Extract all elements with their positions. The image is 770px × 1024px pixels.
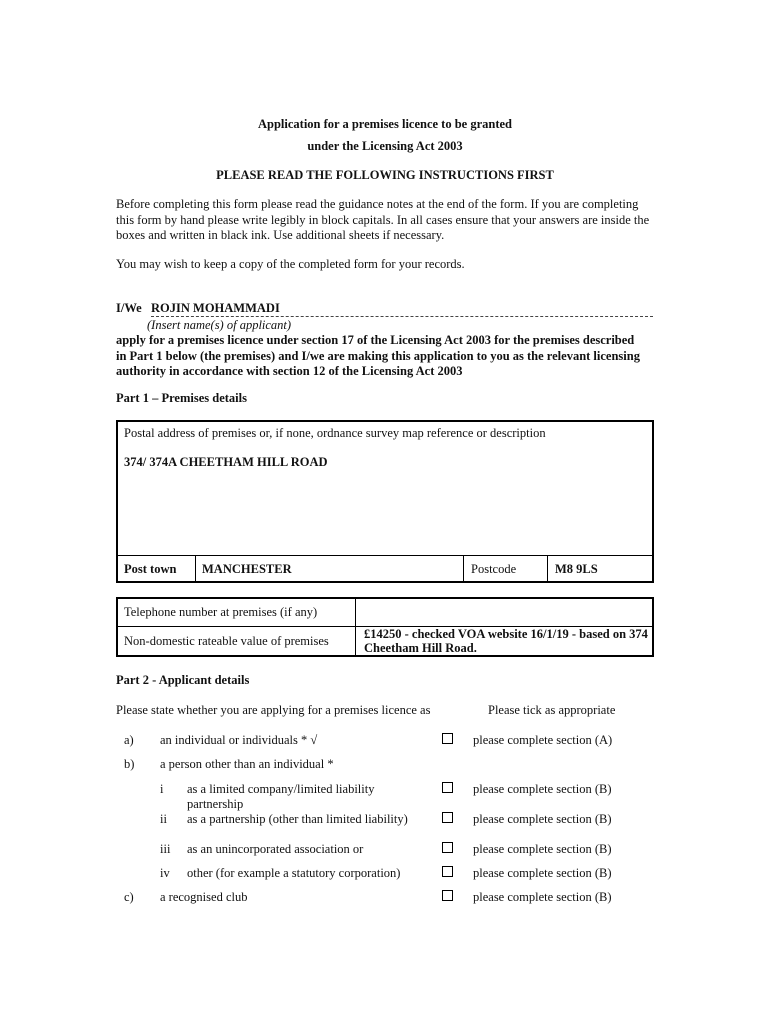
divider (463, 555, 464, 582)
post-town-label: Post town (124, 562, 177, 576)
tick-instruction: Please tick as appropriate (488, 703, 616, 717)
sub-iii-action: please complete section (B) (473, 842, 612, 856)
application-statement: apply for a premises licence under section 17 of the Licensing Act 2003 for the premises described in Part 1 below (the premises) and I/we are making this application to you as the relevant licensing authority in accordance with section 12 of the Licensing Act 2003 (116, 333, 640, 378)
sub-i-checkbox[interactable] (442, 782, 453, 793)
option-c-marker: c) (124, 890, 134, 904)
sub-iii-marker: iii (160, 842, 171, 856)
rateable-value-label: Non-domestic rateable value of premises (124, 634, 329, 648)
sub-i-label: as a limited company/limited liability partnership (187, 782, 375, 811)
post-town-value[interactable]: MANCHESTER (202, 562, 292, 576)
records-note: You may wish to keep a copy of the completed form for your records. (116, 257, 465, 271)
premises-address-box (116, 420, 654, 583)
telephone-label: Telephone number at premises (if any) (124, 605, 318, 619)
option-c-action: please complete section (B) (473, 890, 612, 904)
option-a-action: please complete section (A) (473, 733, 613, 747)
sub-i-action: please complete section (B) (473, 782, 612, 796)
applicant-name-hint: (Insert name(s) of applicant) (147, 318, 292, 332)
applicant-name: ROJIN MOHAMMADI (151, 301, 280, 315)
address-label: Postal address of premises or, if none, ordnance survey map reference or description (124, 426, 546, 440)
telephone-field[interactable] (362, 605, 647, 620)
applicant-type-question: Please state whether you are applying for a premises licence as (116, 703, 431, 717)
option-b-label: a person other than an individual * (160, 757, 334, 771)
sub-iv-action: please complete section (B) (473, 866, 612, 880)
instructions-heading: PLEASE READ THE FOLLOWING INSTRUCTIONS FIRST (216, 168, 554, 182)
option-c-checkbox[interactable] (442, 890, 453, 901)
sub-iv-label: other (for example a statutory corporation) (187, 866, 401, 880)
option-a-checkbox[interactable] (442, 733, 453, 744)
part2-heading: Part 2 - Applicant details (116, 673, 250, 687)
part1-heading: Part 1 – Premises details (116, 391, 247, 405)
postcode-value[interactable]: M8 9LS (555, 562, 598, 576)
intro-paragraph: Before completing this form please read the guidance notes at the end of the form. If you are completing this form by hand please write legibly in block capitals. In all cases ensure that your answers are inside the boxes and written in black ink. Use additional sheets if necessary. (116, 197, 650, 242)
sub-iii-checkbox[interactable] (442, 842, 453, 853)
sub-iv-checkbox[interactable] (442, 866, 453, 877)
sub-iii-label: as an unincorporated association or (187, 842, 364, 856)
sub-ii-checkbox[interactable] (442, 812, 453, 823)
divider (355, 598, 356, 656)
sub-i-marker: i (160, 782, 164, 796)
postcode-label: Postcode (471, 562, 517, 576)
sub-ii-action: please complete section (B) (473, 812, 612, 826)
divider (195, 555, 196, 582)
rateable-value[interactable]: £14250 - checked VOA website 16/1/19 - based on 374 Cheetham Hill Road. (364, 627, 648, 655)
form-title-line1: Application for a premises licence to be granted (257, 117, 513, 131)
applicant-name-field[interactable] (151, 301, 653, 317)
form-title-line2: under the Licensing Act 2003 (307, 139, 463, 153)
option-b-marker: b) (124, 757, 135, 771)
address-divider (117, 555, 653, 556)
option-a-label: an individual or individuals * √ (160, 733, 318, 747)
option-a-marker: a) (124, 733, 134, 747)
sub-ii-marker: ii (160, 812, 167, 826)
applicant-prefix: I/We (116, 301, 142, 315)
sub-ii-label: as a partnership (other than limited liability) (187, 812, 408, 826)
option-c-label: a recognised club (160, 890, 248, 904)
divider (547, 555, 548, 582)
sub-iv-marker: iv (160, 866, 170, 880)
address-value[interactable]: 374/ 374A CHEETHAM HILL ROAD (124, 455, 328, 469)
